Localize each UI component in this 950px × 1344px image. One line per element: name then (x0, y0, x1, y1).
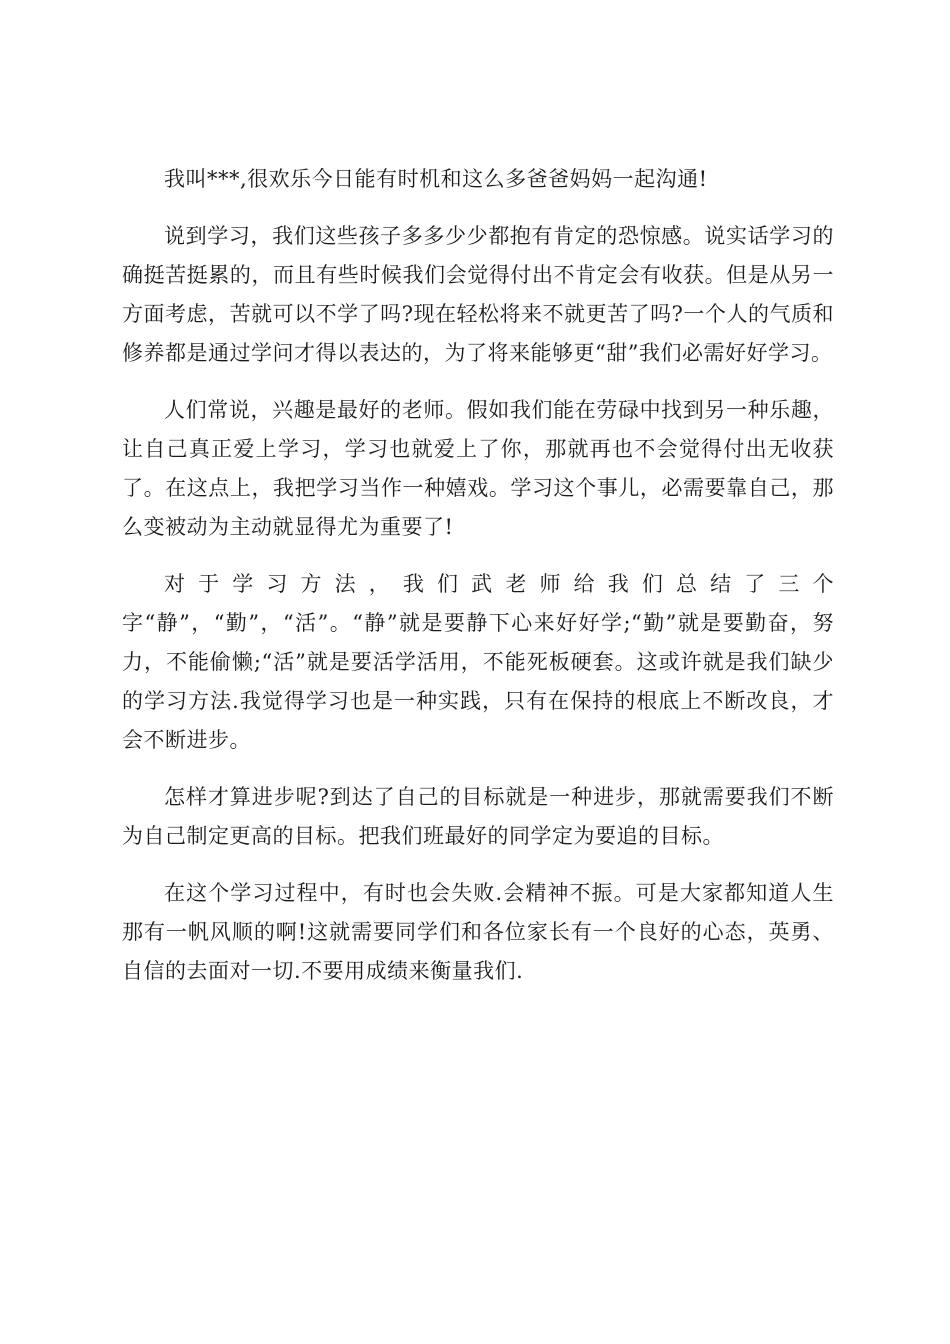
paragraph-4: 对于学习方法，我们武老师给我们总结了三个字“静”，“勤”，“活”。“静”就是要静下心来好好学;“勤”就是要勤奋，努力，不能偷懒;“活”就是要活学活用，不能死板硬套。这或许就是我们缺少的学习方法.我觉得学习也是一种实践，只有在保持的根底上不断改良，才会不断进步。 (122, 572, 834, 752)
paragraph-2: 说到学习，我们这些孩子多多少少都抱有肯定的恐惊感。说实话学习的确挺苦挺累的，而且有些时候我们会觉得付出不肯定会有收获。但是从另一方面考虑，苦就可以不学了吗?现在轻松将来不就更苦了吗?一个人的气质和修养都是通过学问才得以表达的，为了将来能够更“甜”我们必需好好学习。 (122, 224, 834, 365)
paragraph-5: 怎样才算进步呢?到达了自己的目标就是一种进步，那就需要我们不断为自己制定更高的目标。把我们班最好的同学定为要追的目标。 (122, 785, 834, 848)
document-body (122, 160, 834, 1009)
paragraph-1: 我叫***,很欢乐今日能有时机和这么多爸爸妈妈一起沟通! (164, 167, 708, 191)
paragraph-6: 在这个学习过程中，有时也会失败.会精神不振。可是大家都知道人生那有一帆风顺的啊!这就需要同学们和各位家长有一个良好的心态，英勇、自信的去面对一切.不要用成绩来衡量我们. (122, 881, 834, 983)
paragraph-3: 人们常说，兴趣是最好的老师。假如我们能在劳碌中找到另一种乐趣，让自己真正爱上学习，学习也就爱上了你，那就再也不会觉得付出无收获了。在这点上，我把学习当作一种嬉戏。学习这个事儿，必需要靠自己，那么变被动为主动就显得尤为重要了! (122, 398, 834, 539)
